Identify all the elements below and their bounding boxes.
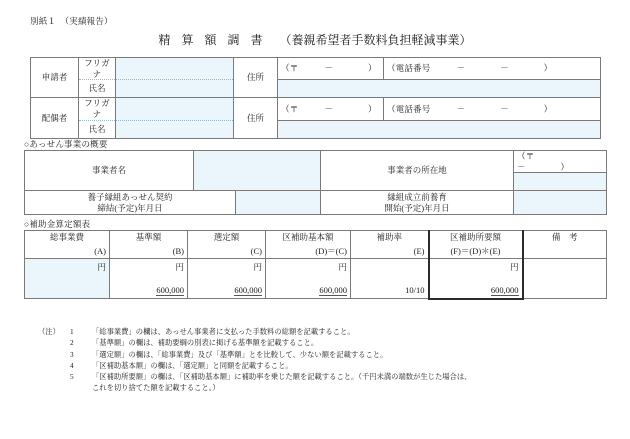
spouse-person-label: 配偶者 [31, 98, 79, 138]
note-text: 「区補助所要額」の欄は、「区補助基本額」に補助率を乗じた額を記載すること。（千円未満の端数が生じた場合は、 [92, 372, 472, 382]
notes-block [38, 326, 613, 394]
notes-label: （注） [38, 327, 60, 336]
care-start-date-label [321, 191, 514, 215]
subsidy-col-title-3: 区補助基本額 [266, 231, 351, 245]
applicant-person-label: 申請者 [31, 58, 79, 98]
table-row [31, 80, 601, 98]
operator-location-label: 事業者の所在地 [321, 151, 514, 191]
subsidy-header-code-row [25, 245, 607, 259]
applicant-name-label: 氏名 [79, 80, 116, 98]
care-start-date-label-line1: 縁組成立前養育 [387, 192, 447, 203]
operator-name-input[interactable] [194, 151, 321, 191]
note-item [38, 360, 613, 371]
subsidy-unit-3: 円 [266, 259, 351, 277]
applicant-table [30, 57, 601, 139]
note-text: 「選定額」の欄は、「総事業費」及び「基準額」とを比較して、少ない額を記載すること。 [92, 349, 388, 359]
note-item [38, 337, 613, 348]
subsidy-col-code-5: (F)＝(D)＊(E) [429, 245, 523, 259]
table-row [31, 120, 601, 138]
spouse-phone-label: （電話番号 － － ） [384, 98, 601, 120]
subsidy-col-code-3: (D)＝(C) [266, 245, 351, 259]
subsidy-col-code-2: (C) [188, 245, 266, 259]
care-start-date-label-line2: 開始(予定)年月日 [384, 202, 450, 213]
subsidy-value-rate[interactable]: 10/10 [351, 277, 429, 299]
contract-date-input[interactable] [236, 191, 321, 215]
subsidy-unit-6 [523, 259, 607, 277]
applicant-furigana-input[interactable] [116, 58, 234, 80]
subsidy-col-title-5: 区補助所要額 [429, 231, 523, 245]
note-item [38, 371, 613, 382]
applicant-address-input[interactable] [278, 80, 601, 98]
page-title [0, 31, 630, 48]
note-number: 5 [70, 372, 74, 382]
subsidy-col-title-0: 総事業費 [25, 231, 110, 245]
outline-table [24, 150, 607, 215]
spouse-furigana-label: フリガナ [79, 98, 116, 120]
subsidy-value-required-amount[interactable] [429, 277, 523, 299]
subsidy-value-standard-amount-text: 600,000 [156, 285, 184, 296]
subsidy-col-code-6 [523, 245, 607, 259]
operator-postal-label: （〒 － ） [514, 151, 607, 173]
note-text: 「区補助基本額」の欄は、「選定額」と同額を記載すること。 [92, 360, 293, 370]
spouse-name-label: 氏名 [79, 120, 116, 138]
subsidy-col-code-0: (A) [25, 245, 110, 259]
note-number: 2 [70, 338, 74, 348]
note-item [38, 326, 613, 337]
spouse-furigana-input[interactable] [116, 98, 234, 120]
applicant-furigana-label: フリガナ [79, 58, 116, 80]
subsidy-col-title-1: 基準額 [110, 231, 188, 245]
subsidy-value-required-amount-text: 600,000 [490, 284, 519, 295]
spouse-postal-label: （〒 － ） [278, 98, 384, 120]
applicant-address-label: 住所 [234, 58, 278, 98]
contract-date-label-line2: 締結(予定)年月日 [97, 202, 163, 213]
subsidy-value-selected-amount[interactable] [188, 277, 266, 299]
subsidy-unit-5: 円 [429, 259, 523, 277]
subsidy-col-code-1: (B) [110, 245, 188, 259]
note-number: 4 [70, 360, 74, 370]
applicant-phone-label: （電話番号 － － ） [384, 58, 601, 80]
subsidy-unit-row [25, 259, 607, 277]
subsidy-col-title-4: 補助率 [351, 231, 429, 245]
page-title-main: 精 算 額 調 書 [158, 33, 267, 47]
note-continuation: これを切り捨てた額を記載すること。） [92, 383, 220, 393]
note-item [38, 349, 613, 360]
subsidy-header-title-row [25, 231, 607, 245]
subsidy-unit-4 [351, 259, 429, 277]
care-start-date-input[interactable] [514, 191, 607, 215]
table-row [25, 191, 607, 215]
operator-name-label: 事業者名 [25, 151, 194, 191]
spouse-name-input[interactable] [116, 120, 234, 138]
document-kind-label: 別紙１ （実績報告） [30, 16, 113, 26]
contract-date-label-line1: 養子縁組あっせん契約 [87, 192, 173, 203]
applicant-name-input[interactable] [116, 80, 234, 98]
subsidy-value-base-amount[interactable] [266, 277, 351, 299]
spouse-address-input[interactable] [278, 120, 601, 138]
subsidy-value-row [25, 277, 607, 299]
spouse-address-label: 住所 [234, 98, 278, 138]
subsidy-col-title-2: 選定額 [188, 231, 266, 245]
subsidy-table [24, 230, 607, 300]
table-row [31, 98, 601, 120]
subsidy-value-remarks[interactable] [523, 277, 607, 299]
subsidy-unit-1: 円 [110, 259, 188, 277]
note-text: 「総事業費」の欄は、あっせん事業者に支払った手数料の総額を記載すること。 [92, 327, 355, 336]
subsidy-unit-0: 円 [25, 259, 110, 277]
subsidy-col-title-6: 備 考 [523, 231, 607, 245]
subsidy-col-code-4: (E) [351, 245, 429, 259]
subsidy-value-total-cost[interactable] [25, 277, 110, 299]
subsidy-section-heading: ○補助金算定額表 [24, 219, 91, 229]
subsidy-value-selected-amount-text: 600,000 [234, 285, 262, 296]
applicant-postal-label: （〒 － ） [278, 58, 384, 80]
operator-location-input[interactable] [514, 173, 607, 191]
page-title-sub: （養親希望者手数料負担軽減事業） [279, 33, 472, 47]
note-text: 「基準額」の欄は、補助要綱の別表に掲げる基準額を記載すること。 [92, 338, 319, 348]
subsidy-unit-2: 円 [188, 259, 266, 277]
table-row [25, 151, 607, 173]
note-number: 3 [70, 349, 74, 359]
subsidy-value-base-amount-text: 600,000 [319, 285, 347, 296]
contract-date-label [25, 191, 236, 215]
subsidy-value-standard-amount[interactable] [110, 277, 188, 299]
outline-section-heading: ○あっせん事業の概要 [24, 139, 108, 149]
table-row [31, 58, 601, 80]
note-number: 1 [70, 327, 74, 336]
